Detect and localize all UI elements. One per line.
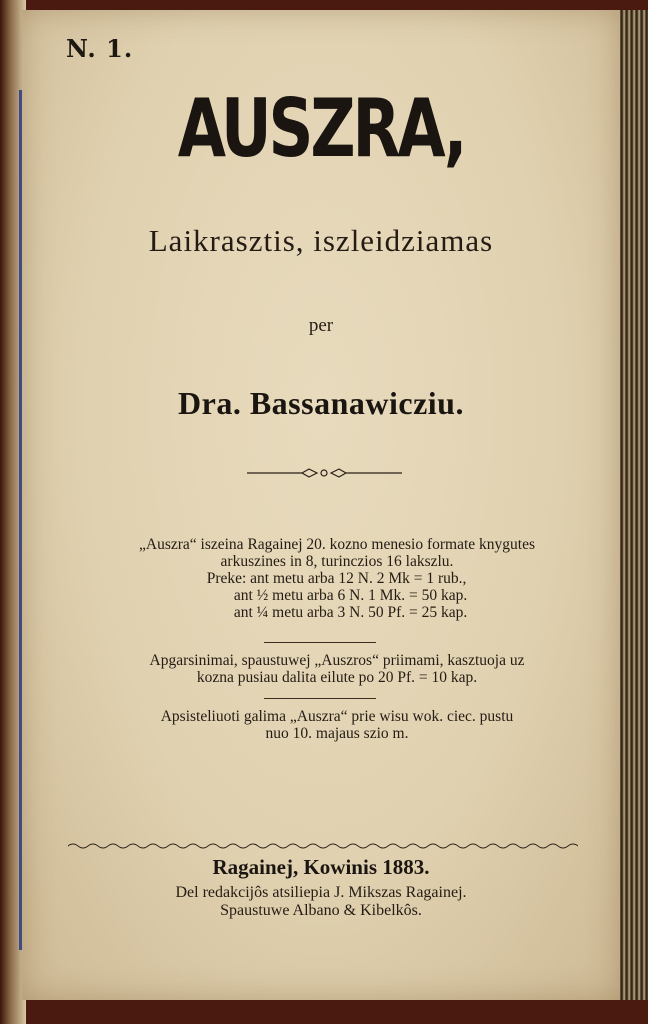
advertising-info: [72, 652, 602, 686]
ornament-divider: [247, 466, 402, 480]
title-page: [22, 10, 620, 1000]
price-row: ant ½ metu arba 6 N. 1 Mk. = 50 kap.: [206, 587, 468, 604]
wavy-rule: [68, 842, 578, 850]
per-text: per: [308, 315, 334, 336]
price-list: [207, 570, 468, 621]
issue-number: N. 1.: [66, 34, 134, 63]
subscription-info: [72, 536, 602, 621]
imprint-printer: Spaustuwe Albano & Kibelkôs.: [220, 902, 422, 919]
subscription-line-1: „Auszra“ iszeina Ragainej 20. kozno menesio formate knygutes: [139, 536, 535, 553]
page-edges: [616, 10, 648, 1000]
masthead-title: AUSZRA,: [177, 82, 465, 175]
subtitle: Laikrasztis, iszleidziamas: [148, 223, 494, 258]
section-rule: [264, 698, 376, 699]
subscription-line-2: arkuszines in 8, turinczios 16 lakszlu.: [220, 553, 454, 570]
section-rule: [264, 642, 376, 643]
ordering-line-1: Apsisteliuoti galima „Auszra“ prie wisu wok. ciec. pustu: [160, 708, 514, 725]
imprint-editorial: Del redakcijôs atsiliepia J. Mikszas Ragainej.: [175, 884, 467, 901]
advertising-line-2: kozna pusiau dalita eilute po 20 Pf. = 10 kap.: [196, 669, 478, 686]
ordering-info: [72, 708, 602, 742]
price-row: Preke: ant metu arba 12 N. 2 Mk = 1 rub.,: [206, 570, 467, 587]
price-row: ant ¼ metu arba 3 N. 50 Pf. = 25 kap.: [206, 604, 468, 621]
ordering-line-2: nuo 10. majaus szio m.: [265, 725, 409, 742]
place-date: Ragainej, Kowinis 1883.: [212, 855, 430, 879]
advertising-line-1: Apgarsinimai, spaustuwej „Auszros“ priimami, kasztuoja uz: [149, 652, 525, 669]
editor-name: Dra. Bassanawicziu.: [178, 385, 464, 421]
